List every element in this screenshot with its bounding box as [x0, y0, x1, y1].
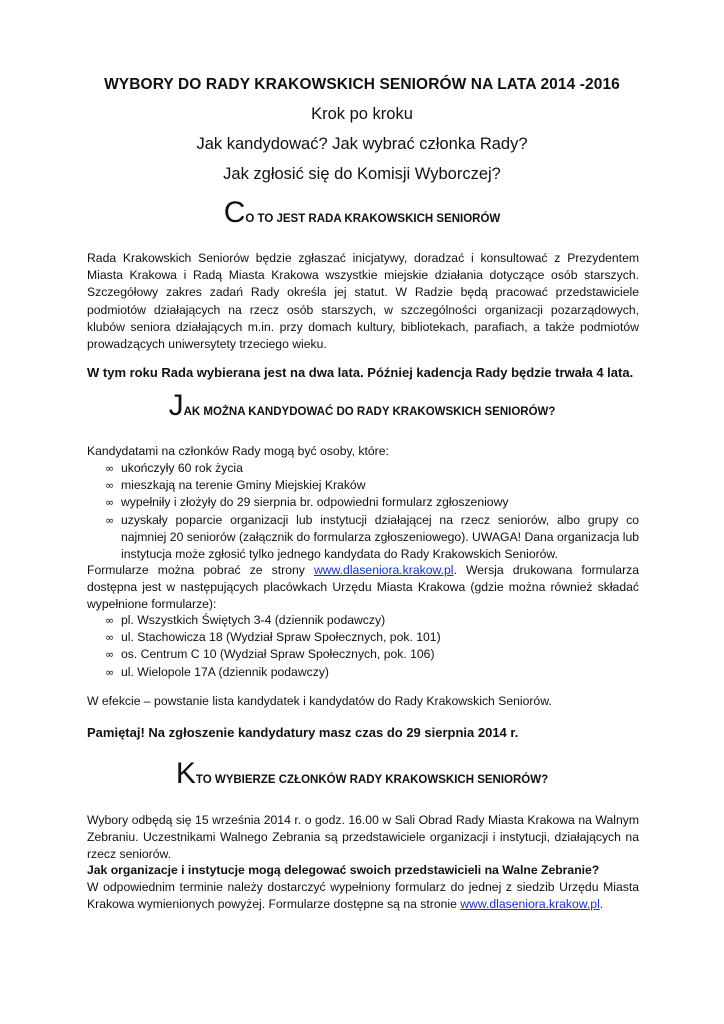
document-subtitle-step: Krok po kroku: [311, 105, 413, 123]
section-heading-initial: C: [223, 196, 246, 229]
section-heading-how-to-run: [0, 389, 724, 423]
deadline-reminder: Pamiętaj! Na zgłoszenie kandydatury masz czas do 29 sierpnia 2014 r.: [87, 725, 519, 740]
list-item: ∞ wypełniły i złożyły do 29 sierpnia br. odpowiedni formularz zgłoszeniowy: [87, 494, 639, 511]
infinity-bullet-icon: ∞: [105, 496, 115, 510]
locations-list: [87, 612, 639, 681]
requirements-list: [87, 460, 639, 563]
term-note: W tym roku Rada wybierana jest na dwa lata. Później kadencja Rady będzie trwała 4 lata.: [87, 365, 634, 380]
infinity-bullet-icon: ∞: [105, 462, 115, 475]
list-item: ∞ uzyskały poparcie organizacji lub instytucji działającej na rzecz seniorów, albo grupy co najmniej 20 seniorów (załącznik do formularza zgłoszeniowego). UWAGA! Dana organizacja lub instytucja może zgłosić tylko jednego kandydata do Rady Krakowskich Seniorów.: [105, 512, 639, 562]
section1-paragraph: Rada Krakowskich Seniorów będzie zgłaszać inicjatywy, doradzać i konsultować z Prezydentem Miasta Krakowa i Radą Miasta Krakowa wszystkie miejskie działania dotyczące osób starszych. Szczegółowy zakres zadań Rady określa jej statut. W Radzie będą pracować przedstawiciele podmiotów działających na rzecz osób starszych, w szczególności organizacji pozarządowych, klubów seniora działających m.in. przy domach kultury, bibliotekach, parafiach, a także podmiotów prowadzących uniwersytety trzeciego wieku.: [87, 251, 639, 352]
infinity-bullet-icon: ∞: [105, 648, 115, 662]
dlaseniora-link[interactable]: www.dlaseniora.krakow.pl: [460, 897, 600, 912]
list-item: ∞ ukończyły 60 rok życia: [87, 460, 639, 477]
document-title: WYBORY DO RADY KRAKOWSKICH SENIORÓW NA LATA 2014 -2016: [104, 76, 620, 93]
delegation-question: Jak organizacje i instytucje mogą delegować swoich przedstawicieli na Walne Zebranie?: [87, 863, 600, 877]
list-item: ∞ ul. Wielopole 17A (dziennik podawczy): [87, 664, 639, 681]
infinity-bullet-icon: ∞: [105, 631, 115, 645]
election-paragraph: Wybory odbędą się 15 września 2014 r. o godz. 16.00 w Sali Obrad Rady Miasta Krakowa na Walnym Zebraniu. Uczestnikami Walnego Zebrania są przedstawiciele organizacji i instytucji, działających na rzecz seniorów.: [87, 813, 639, 862]
section-heading-text: O TO JEST RADA KRAKOWSKICH SENIORÓW: [245, 213, 501, 225]
infinity-bullet-icon: ∞: [105, 665, 115, 679]
result-paragraph: W efekcie – powstanie lista kandydatek i kandydatów do Rady Krakowskich Seniorów.: [87, 694, 552, 708]
delegation-answer: W odpowiednim terminie należy dostarczyć wypełniony formularz do jednej z siedzib Urzędu Miasta Krakowa wymienionych powyżej. Formularze dostępne są na stronie www.dlaseniora.krakow.pl.: [87, 880, 639, 912]
section-heading-initial: J: [168, 389, 184, 422]
list-item: ∞ mieszkają na terenie Gminy Miejskiej Kraków: [87, 477, 639, 494]
list-item: ∞ ul. Stachowicza 18 (Wydział Spraw Społecznych, pok. 101): [87, 629, 639, 646]
document-subtitle-commission: Jak zgłosić się do Komisji Wyborczej?: [223, 165, 501, 183]
list-item: ∞ os. Centrum C 10 (Wydział Spraw Społecznych, pok. 106): [87, 646, 639, 663]
section-heading-what-is: [0, 196, 724, 230]
document-subtitle-questions: Jak kandydować? Jak wybrać członka Rady?: [196, 135, 528, 153]
section-heading-text: AK MOŻNA KANDYDOWAĆ DO RADY KRAKOWSKICH SENIORÓW?: [183, 406, 556, 418]
infinity-bullet-icon: ∞: [105, 614, 115, 627]
section-heading-text: TO WYBIERZE CZŁONKÓW RADY KRAKOWSKICH SENIORÓW?: [195, 774, 549, 786]
requirements-intro: Kandydatami na członków Rady mogą być osoby, które:: [87, 444, 389, 458]
forms-paragraph: Formularze można pobrać ze strony www.dlaseniora.krakow.pl. Wersja drukowana formularza dostępna jest w następujących placówkach Urzędu Miasta Krakowa (gdzie można również składać wypełnione formularze):: [87, 563, 639, 612]
section-heading-initial: K: [175, 757, 196, 790]
dlaseniora-link[interactable]: www.dlaseniora.krakow.pl: [313, 563, 454, 577]
infinity-bullet-icon: ∞: [105, 513, 115, 527]
section-heading-who-elects: [0, 757, 724, 791]
list-item: ∞ pl. Wszystkich Świętych 3-4 (dziennik podawczy): [87, 612, 639, 629]
infinity-bullet-icon: ∞: [105, 479, 115, 493]
